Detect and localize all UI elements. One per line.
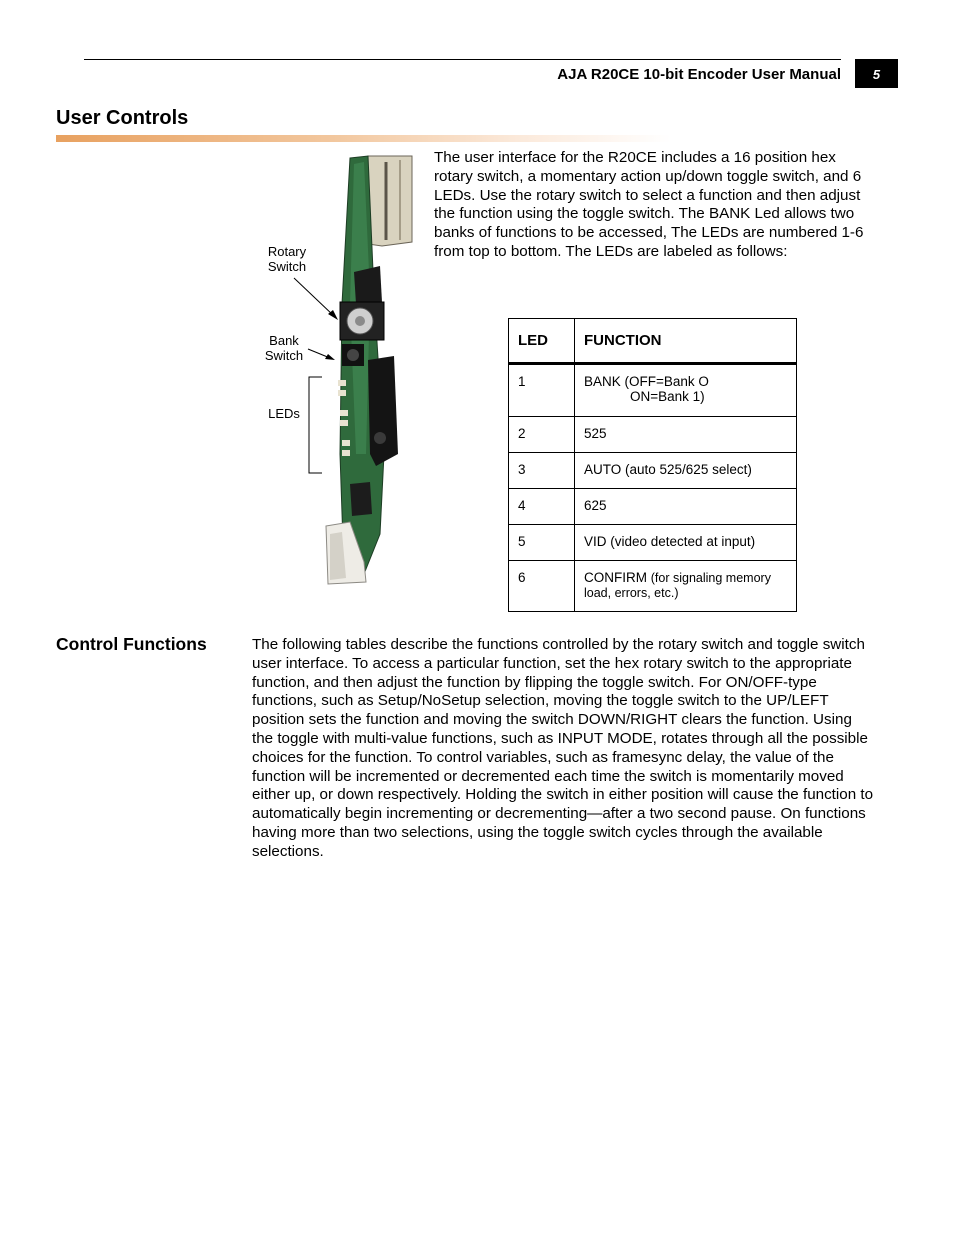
rotary-label-line1: Rotary [267, 244, 307, 259]
led-function [575, 364, 797, 417]
section-underline [56, 135, 671, 142]
table-header-row [509, 319, 797, 364]
led-number: 1 [509, 364, 575, 417]
led-function-line1: BANK (OFF=Bank O [584, 374, 709, 389]
led-function: AUTO (auto 525/625 select) [575, 453, 797, 489]
led-function-table [508, 318, 797, 612]
intro-paragraph: The user interface for the R20CE includes a 16 position hex rotary switch, a momentary action up/down toggle switch, and 6 LEDs. Use the rotary switch to select a function and then adjust the function using the toggle switch. The BANK Led allows two banks of functions to be accessed, The LEDs are numbered 1-6 from top to bottom. The LEDs are labeled as follows: [434, 149, 864, 260]
control-functions-paragraph: The following tables describe the functions controlled by the rotary switch and toggle switch user interface. To access a particular function, set the hex rotary switch to the appropriate function, and then adjust the function by flipping the toggle switch. For ON/OFF-type functions, such as Setup/NoSetup selection, moving the toggle switch to the UP/LEFT position sets the function and moving the switch DOWN/RIGHT clears the function. Using the toggle with multi-value functions, such as INPUT MODE, rotates through all the possible choices for the function. To control variables, such as framesync delay, the value of the function will be incremented or decremented each time the switch is momentarily moved either up, or down respectively. Holding the switch in either position will cause the function to automatically begin incrementing or decrementing—after a two second pause. On functions having more than two selections, using the toggle switch cycles through the available selections. [252, 636, 874, 860]
led-function-detail: (for signaling memory load, errors, etc.) [584, 571, 771, 600]
led-number: 5 [509, 525, 575, 561]
led-function: VID (video detected at input) [575, 525, 797, 561]
led-function-main: CONFIRM [584, 570, 647, 585]
led-function-line2: ON=Bank 1) [630, 389, 705, 404]
bank-arrowhead [325, 354, 335, 360]
led-number: 3 [509, 453, 575, 489]
callout-lines [280, 260, 360, 480]
leds-label: LEDs [268, 406, 300, 421]
led-number: 4 [509, 489, 575, 525]
bank-label-line2: Switch [264, 348, 304, 363]
led-function: 625 [575, 489, 797, 525]
table-row [509, 364, 797, 417]
led-function [575, 561, 797, 612]
table-row [509, 525, 797, 561]
page-number: 5 [855, 59, 898, 88]
section-title: User Controls [56, 107, 189, 129]
control-functions-title: Control Functions [56, 634, 207, 654]
led-function: 525 [575, 417, 797, 453]
bank-label-line1: Bank [269, 333, 299, 348]
table-row [509, 489, 797, 525]
rotary-leader-line [294, 278, 334, 316]
column-header-led: LED [509, 319, 575, 364]
manual-title: AJA R20CE 10-bit Encoder User Manual [557, 66, 841, 83]
header-rule [84, 59, 841, 60]
table-row [509, 561, 797, 612]
table-row [509, 453, 797, 489]
rotary-label-line2: Switch [267, 259, 307, 274]
column-header-function: FUNCTION [575, 319, 797, 364]
table-row [509, 417, 797, 453]
led-number: 2 [509, 417, 575, 453]
led-number: 6 [509, 561, 575, 612]
leds-bracket [309, 377, 322, 473]
